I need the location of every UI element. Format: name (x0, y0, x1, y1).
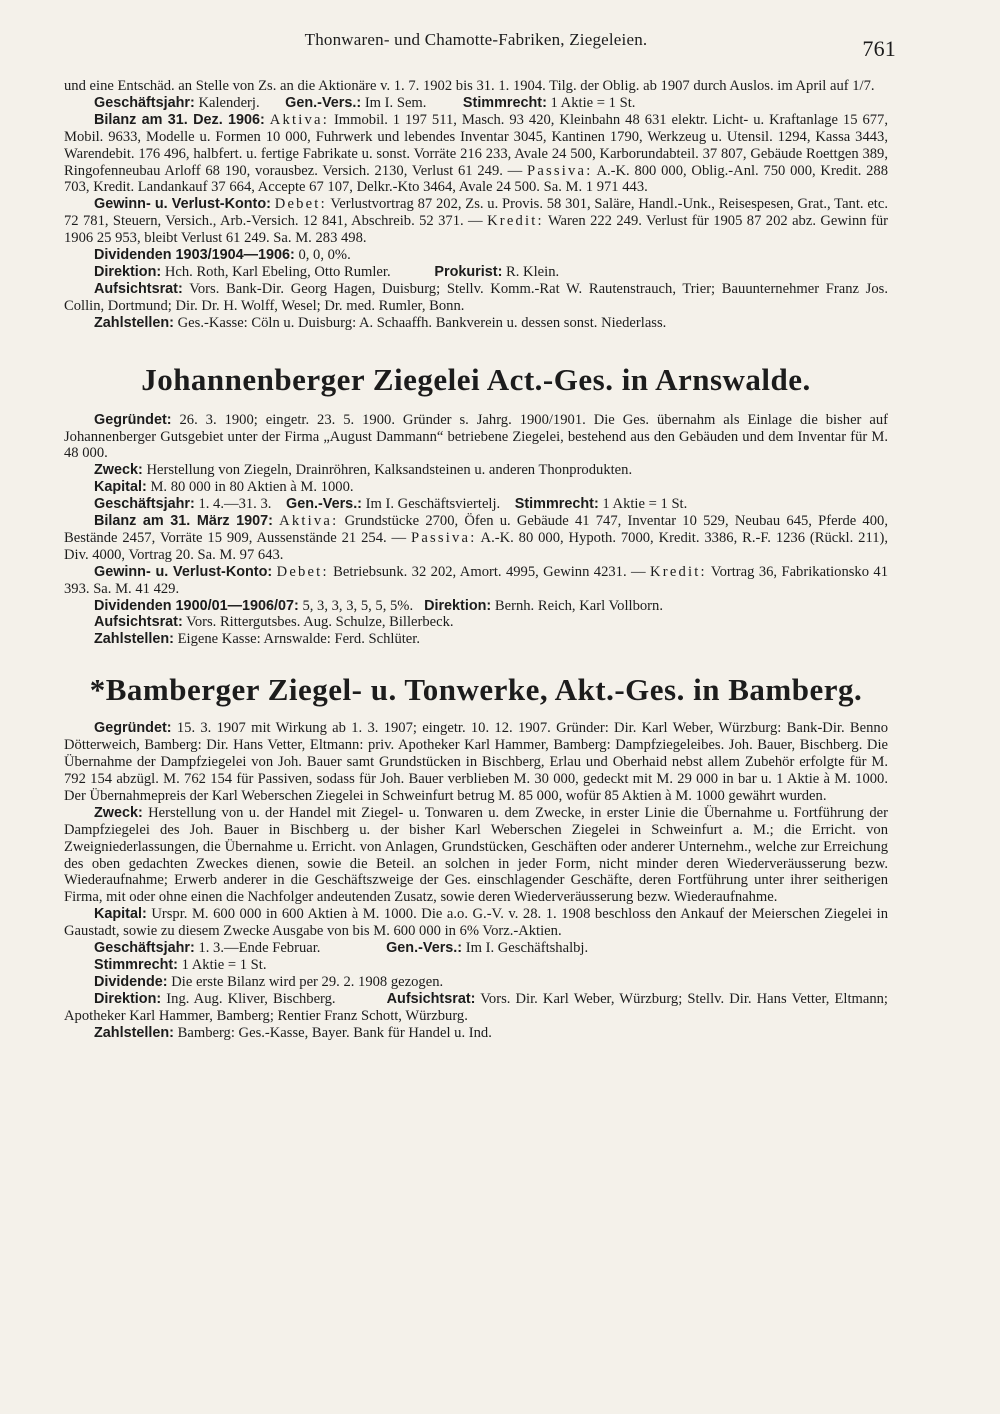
profit-loss-label: Gewinn- u. Verlust-Konto: (94, 563, 273, 580)
dividends-line (64, 598, 888, 615)
voting-right-label: Stimmrecht: (514, 496, 599, 513)
balance-assets: Grundstücke 2700, Öfen u. Gebäude 41 747, Inventar 10 529, Neubau 645, Pferde 400, Bestände 2457, Vorräte 15 909, Aussenstände 21 254. — (64, 513, 888, 546)
founded-value: 26. 3. 1900; eingetr. 23. 5. 1900. Gründer s. Jahrg. 1900/1901. Die Ges. übernahm als Einlage die bisher auf Johannenberger Gutsgebiet unter der Firma „August Dammann“ betriebene Ziegelei, bestehend aus den Gebäuden und dem Inventar für M. 48 000. (64, 411, 888, 462)
voting-right-value: 1 Aktie = 1 St. (550, 94, 636, 111)
direction-value: Ing. Aug. Kliver, Bischberg. (166, 990, 336, 1007)
profit-loss-kredit: Vortrag 36, Fabrikationsko 41 393. Sa. M. 41 429. (64, 563, 889, 597)
general-meeting-label: Gen.-Vers.: (286, 496, 362, 513)
founded-value: 15. 3. 1907 mit Wirkung ab 1. 3. 1907; eingetr. 10. 12. 1907. Gründer: Dir. Karl Weber, Würzburg: Bank-Dir. Benno Dötterweich, Bamberg: Dir. Hans Vetter, Eltmann: priv. Apotheker Karl Hammer, Bamberg: Dampfziegeleibes. Joh. Bauer, Bischberg. Die Übernahme der Dampfziegelei von Joh. Bauer samt Grundstücken in Bischberg, Erlau und Oberhaid nebst allem Zubehör erfolgte für M. 792 154 abzügl. M. 762 154 für Passiven, sodass für Joh. Bauer verblieben M. 30 000, gedeckt mit M. 29 000 in bar u. 1 Aktie à M. 1000. Der Übernahmepreis der Karl Weberschen Ziegelei in Schweinfurt betrug M. 85 000, wofür 85 Aktien à M. 1000 gewährt wurden. (64, 720, 888, 804)
dividends-label: Dividenden 1903/1904—1906: (94, 247, 295, 264)
aktiva-word: Aktiva: (279, 513, 339, 530)
running-header (64, 30, 896, 61)
paying-agents-value: Bamberg: Ges.-Kasse, Bayer. Bank für Handel u. Ind. (177, 1024, 492, 1041)
capital-paragraph (64, 906, 888, 940)
passiva-word: Passiva: (411, 529, 477, 546)
voting-right-label: Stimmrecht: (462, 94, 547, 111)
running-title: Thonwaren- und Chamotte-Fabriken, Ziegeleien. (304, 30, 648, 49)
fiscal-year-label: Geschäftsjahr: (94, 940, 195, 957)
voting-right-label: Stimmrecht: (94, 956, 178, 973)
section-johannenberger (64, 412, 888, 649)
kredit-word: Kredit: (487, 213, 544, 230)
supervisory-board-label: Aufsichtsrat: (94, 280, 183, 297)
general-meeting-label: Gen.-Vers.: (285, 94, 362, 111)
capital-value: Urspr. M. 600 000 in 600 Aktien à M. 1000. Die a.o. G.-V. v. 28. 1. 1908 beschloss den Ankauf der Meierschen Ziegelei in Gaustadt, sowie zu diesem Zwecke Ausgabe von bis M. 600 000 in 6% Vorz.-Aktien. (64, 906, 888, 940)
purpose-value: Herstellung von u. der Handel mit Ziegel- u. Tonwaren u. dem Zwecke, in erster Linie die Übernahme u. Fortführung der Dampfziegelei des Joh. Bauer in Bischberg u. der bisher Karl Weberschen Ziegelei in Schweinfurt a. M.; die Erricht. von Zweigniederlassungen, die Übernahme u. Erricht. von Anlagen, Grundstücken, Geschäften oder anderer Unternehm., welche zur Erreichung des oben gedachten Zweckes dienen, sowie die Beteil. an solchen in jeder Form, nicht minder deren Wiederveräusserung bezw. Wiederaufnahme; Erwerb anderer in die Geschäftszweige der Ges. einschlagender Geschäfte, deren Fortführung unter ihrer seitherigen Firma, mit oder ohne einen die Nachfolger andeutenden Zusatz, sowie deren Wiederveräusserung bezw. Wiederaufnahme. (64, 804, 888, 906)
profit-loss-paragraph (64, 196, 888, 247)
balance-label: Bilanz am 31. März 1907: (94, 513, 273, 530)
balance-paragraph (64, 513, 888, 564)
purpose-paragraph (64, 805, 888, 906)
passiva-word: Passiva: (527, 162, 593, 179)
paying-agents-value: Ges.-Kasse: Cöln u. Duisburg: A. Schaaffh. Bankverein u. dessen sonst. Niederlass. (177, 314, 667, 331)
paying-agents-value: Eigene Kasse: Arnswalde: Ferd. Schlüter. (177, 631, 420, 648)
kredit-word: Kredit: (650, 563, 707, 580)
aktiva-word: Aktiva: (269, 111, 329, 128)
general-meeting-label: Gen.-Vers.: (386, 940, 463, 957)
page-number: 761 (862, 36, 896, 61)
balance-liabilities: A.-K. 800 000, Oblig.-Anl. 750 000, Kredit. 288 703, Kredit. Landankauf 37 664, Accepte 67 107, Delkr.-Kto 3464, Avale 24 500. Sa. M. 1 971 443. (64, 162, 889, 196)
direction-label: Direktion: (94, 990, 162, 1007)
capital-label: Kapital: (94, 906, 147, 923)
purpose-label: Zweck: (94, 462, 143, 479)
founded-paragraph (64, 720, 888, 805)
purpose-paragraph (64, 462, 888, 479)
general-meeting-value: Im I. Sem. (364, 94, 427, 111)
supervisory-board-value: Vors. Dir. Karl Weber, Würzburg; Stellv. Dir. Hans Vetter, Eltmann; Apotheker Karl Hammer, Bamberg; Rentier Franz Schott, Würzburg. (64, 990, 888, 1024)
fiscal-year-value: Kalenderj. (198, 94, 260, 111)
company-heading-bamberger: *Bamberger Ziegel- u. Tonwerke, Akt.-Ges. in Bamberg. (89, 672, 863, 708)
profit-loss-paragraph (64, 564, 888, 598)
capital-value: M. 80 000 in 80 Aktien à M. 1000. (150, 479, 354, 496)
purpose-label: Zweck: (94, 804, 143, 821)
supervisory-board-line (64, 614, 888, 631)
founded-label: Gegründet: (94, 411, 172, 428)
capital-label: Kapital: (94, 479, 147, 496)
prokurist-label: Prokurist: (434, 263, 503, 280)
general-meeting-value: Im I. Geschäftshalbj. (465, 940, 589, 957)
fiscal-line (64, 95, 888, 112)
purpose-value: Herstellung von Ziegeln, Drainröhren, Kalksandsteinen u. anderen Thonprodukten. (146, 462, 633, 479)
paying-agents-line (64, 631, 888, 648)
supervisory-board-value: Vors. Rittergutsbes. Aug. Schulze, Billerbeck. (186, 614, 454, 631)
direction-label: Direktion: (94, 263, 162, 280)
voting-right-value: 1 Aktie = 1 St. (602, 496, 688, 513)
balance-label: Bilanz am 31. Dez. 1906: (94, 111, 265, 128)
profit-loss-kredit: Waren 222 249. Verlust für 1905 87 202 abz. Gewinn für 1906 25 953, bleibt Verlust 61 249. Sa. M. 283 498. (64, 213, 888, 247)
direction-label: Direktion: (424, 597, 492, 614)
supervisory-board-paragraph (64, 281, 888, 315)
paying-agents-paragraph (64, 315, 888, 332)
debet-word: Debet: (274, 196, 327, 213)
section-continued-company (64, 78, 888, 332)
general-meeting-value: Im I. Geschäftsviertelj. (365, 496, 501, 513)
paying-agents-label: Zahlstellen: (94, 314, 174, 331)
fiscal-year-value: 1. 3.—Ende Februar. (198, 940, 321, 957)
debet-word: Debet: (276, 563, 329, 580)
capital-line (64, 479, 888, 496)
supervisory-board-label: Aufsichtsrat: (386, 990, 476, 1007)
paying-agents-label: Zahlstellen: (94, 631, 174, 648)
balance-paragraph (64, 112, 888, 197)
fiscal-year-label: Geschäftsjahr: (94, 94, 195, 111)
supervisory-board-value: Vors. Bank-Dir. Georg Hagen, Duisburg; Stellv. Komm.-Rat W. Rautenstrauch, Trier; Bauunternehmer Franz Jos. Collin, Dortmund; Dir. Dr. H. Wolff, Wesel; Dr. med. Rumler, Bonn. (64, 280, 888, 314)
fiscal-line (64, 496, 888, 513)
company-heading-johannenberger: Johannenberger Ziegelei Act.-Ges. in Arnswalde. (141, 361, 811, 397)
intro-paragraph: und eine Entschäd. an Stelle von Zs. an die Aktionäre v. 1. 7. 1902 bis 31. 1. 1904. Tilg. der Oblig. ab 1907 durch Auslos. im April auf 1/7. (64, 78, 875, 94)
fiscal-line (64, 940, 888, 957)
founded-label: Gegründet: (94, 720, 172, 737)
direction-line (64, 264, 888, 281)
dividends-line (64, 974, 888, 991)
dividends-line (64, 247, 888, 264)
direction-value: Hch. Roth, Karl Ebeling, Otto Rumler. (164, 263, 391, 280)
supervisory-board-label: Aufsichtsrat: (94, 614, 183, 631)
voting-right-value: 1 Aktie = 1 St. (181, 956, 267, 973)
direction-paragraph (64, 991, 888, 1025)
fiscal-year-label: Geschäftsjahr: (94, 496, 195, 513)
profit-loss-debet: Betriebsunk. 32 202, Amort. 4995, Gewinn 4231. — (333, 563, 646, 580)
profit-loss-debet: Verlustvortrag 87 202, Zs. u. Provis. 58 301, Saläre, Handl.-Unk., Reisespesen, Grat., Tant. etc. 72 781, Steuern, Versich., Arb.-Versich. 12 841, Abschreib. 52 371. — (64, 196, 888, 230)
fiscal-year-value: 1. 4.—31. 3. (198, 496, 272, 513)
prokurist-value: R. Klein. (506, 263, 560, 280)
direction-value: Bernh. Reich, Karl Vollborn. (494, 597, 663, 614)
dividends-label: Dividenden 1900/01—1906/07: (94, 597, 299, 614)
dividends-value: 0, 0, 0%. (298, 247, 351, 264)
paying-agents-line (64, 1025, 888, 1042)
paying-agents-label: Zahlstellen: (94, 1024, 174, 1041)
balance-assets: Immobil. 1 197 511, Masch. 93 420, Kleinbahn 48 631 elektr. Licht- u. Kraftanlage 15 677, Mobil. 9633, Modelle u. Formen 10 000, Fuhrwerk und lebendes Inventar 3045, Kantinen 1790, Werkzeug u. Utensil. 1294, Kassa 3443, Warendebit. 176 496, halbfert. u. fertige Fabrikate u. sonst. Vorräte 216 233, Avale 24 500, Karborundabteil. 37 807, Gebäude Roettgen 389, Ringofenneubau Arloff 68 190, vorausbez. Versich. 2130, Verlust 61 249. — (64, 111, 889, 179)
profit-loss-label: Gewinn- u. Verlust-Konto: (94, 196, 271, 213)
dividends-value: Die erste Bilanz wird per 29. 2. 1908 gezogen. (171, 973, 444, 990)
founded-paragraph (64, 412, 888, 463)
dividends-value: 5, 3, 3, 3, 5, 5, 5%. (302, 597, 414, 614)
dividends-label: Dividende: (94, 973, 168, 990)
section-bamberger (64, 720, 888, 1041)
balance-liabilities: A.-K. 80 000, Hypoth. 7000, Kredit. 3386, R.-F. 1236 (Rückl. 211), Div. 4000, Vortrag 20. Sa. M. 97 643. (64, 529, 889, 563)
voting-right-line (64, 957, 888, 974)
